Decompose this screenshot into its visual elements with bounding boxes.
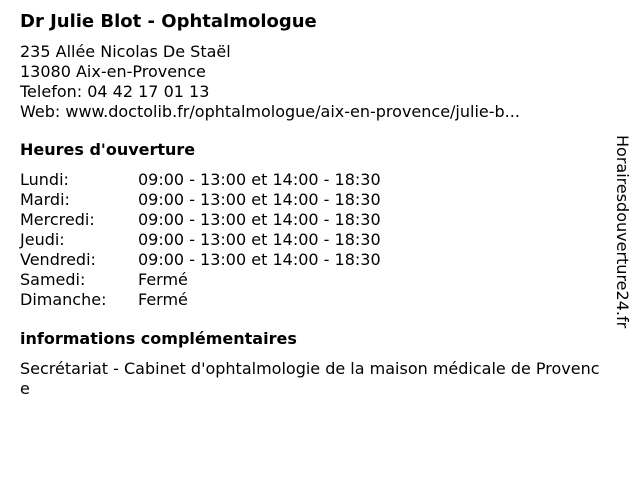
phone-number: Telefon: 04 42 17 01 13 bbox=[20, 82, 210, 101]
page-title: Dr Julie Blot - Ophtalmologue bbox=[20, 11, 317, 32]
hours-day: Jeudi: bbox=[20, 230, 65, 249]
hours-time: Fermé bbox=[138, 270, 188, 289]
hours-day: Dimanche: bbox=[20, 290, 107, 309]
hours-day: Mardi: bbox=[20, 190, 70, 209]
additional-info-heading: informations complémentaires bbox=[20, 329, 297, 348]
site-watermark-label: Horairesdouverture24.fr bbox=[613, 135, 632, 329]
address-block bbox=[20, 42, 600, 122]
hours-time: Fermé bbox=[138, 290, 188, 309]
hours-row-thursday bbox=[20, 230, 600, 250]
hours-day: Samedi: bbox=[20, 270, 86, 289]
city-address: 13080 Aix-en-Provence bbox=[20, 62, 206, 81]
hours-row-tuesday bbox=[20, 190, 600, 210]
hours-row-saturday bbox=[20, 270, 600, 290]
hours-day: Mercredi: bbox=[20, 210, 95, 229]
hours-time: 09:00 - 13:00 et 14:00 - 18:30 bbox=[138, 210, 381, 229]
hours-time: 09:00 - 13:00 et 14:00 - 18:30 bbox=[138, 190, 381, 209]
hours-day: Lundi: bbox=[20, 170, 69, 189]
hours-time: 09:00 - 13:00 et 14:00 - 18:30 bbox=[138, 230, 381, 249]
listing-card bbox=[20, 8, 600, 399]
opening-hours-table bbox=[20, 170, 600, 310]
hours-row-sunday bbox=[20, 290, 600, 310]
opening-hours-heading: Heures d'ouverture bbox=[20, 140, 196, 159]
hours-row-friday bbox=[20, 250, 600, 270]
additional-info-text: Secrétariat - Cabinet d'ophtalmologie de la maison médicale de Provence bbox=[20, 359, 600, 398]
hours-row-wednesday bbox=[20, 210, 600, 230]
street-address: 235 Allée Nicolas De Staël bbox=[20, 42, 231, 61]
hours-time: 09:00 - 13:00 et 14:00 - 18:30 bbox=[138, 250, 381, 269]
website-link[interactable]: Web: www.doctolib.fr/ophtalmologue/aix-en-provence/julie-b... bbox=[20, 102, 520, 121]
hours-row-monday bbox=[20, 170, 600, 190]
hours-time: 09:00 - 13:00 et 14:00 - 18:30 bbox=[138, 170, 381, 189]
hours-day: Vendredi: bbox=[20, 250, 96, 269]
